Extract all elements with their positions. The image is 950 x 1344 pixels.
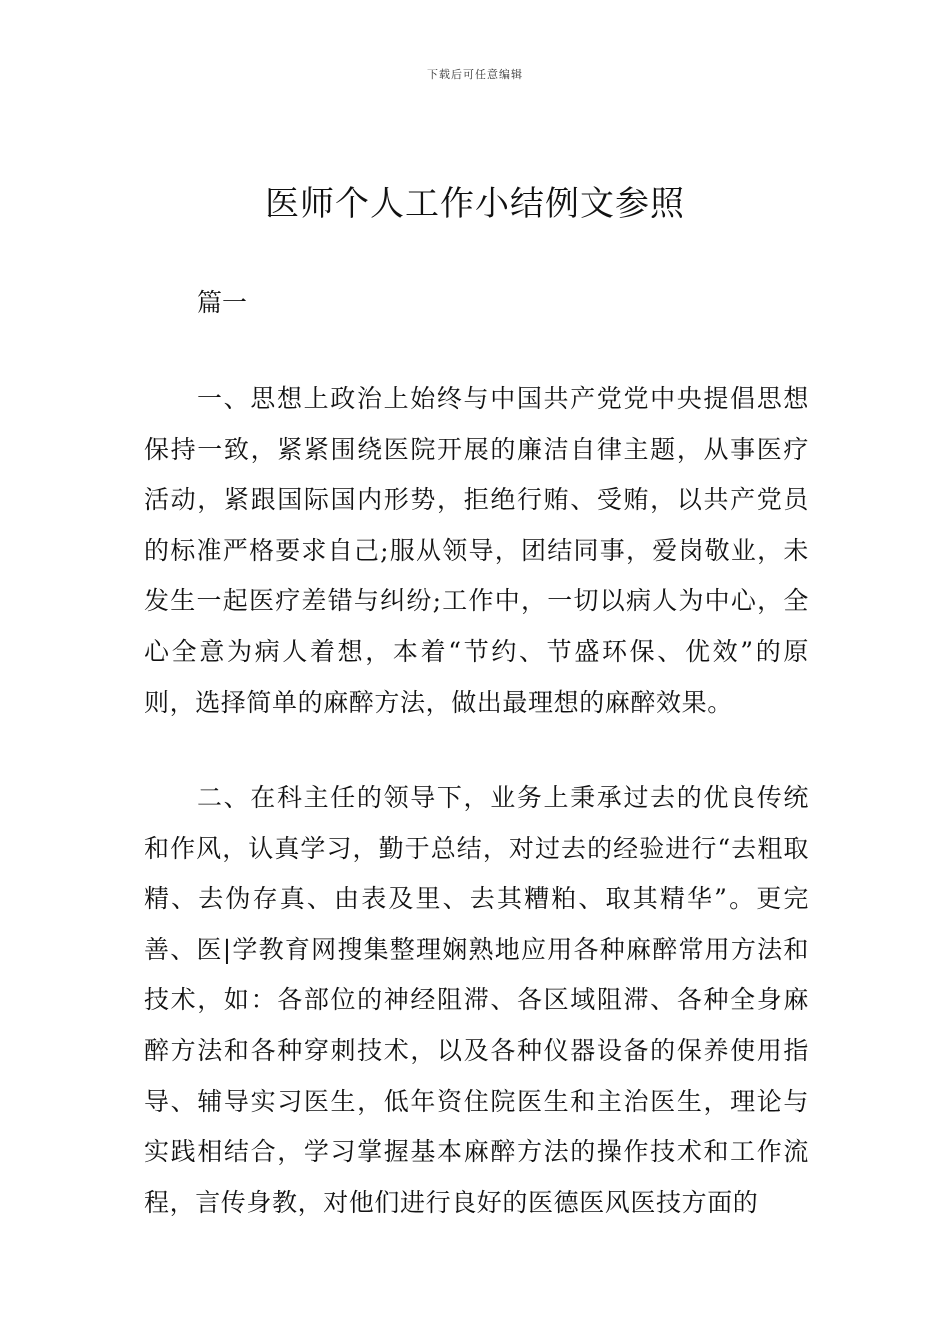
paragraph-2: 二、在科主任的领导下，业务上秉承过去的优良传统和作风，认真学习，勤于总结，对过去的经验进行“去粗取精、去伪存真、由表及里、去其糟粕、取其精华”。更完善、医|学教育网搜集整理娴熟地应用各种麻醉常用方法和技术，如：各部位的神经阻滞、各区域阻滞、各种全身麻醉方法和各种穿刺技术，以及各种仪器设备的保养使用指导、辅导实习医生，低年资住院医生和主治医生，理论与实践相结合，学习掌握基本麻醉方法的操作技术和工作流程，言传身教，对他们进行良好的医德医风医技方面的	[144, 783, 809, 1217]
paragraph-1: 一、思想上政治上始终与中国共产党党中央提倡思想保持一致，紧紧围绕医院开展的廉洁自律主题，从事医疗活动，紧跟国际国内形势，拒绝行贿、受贿，以共产党员的标准严格要求自己;服从领导，团结同事，爱岗敬业，未发生一起医疗差错与纠纷;工作中，一切以病人为中心，全心全意为病人着想，本着“节约、节盛环保、优效”的原则，选择简单的麻醉方法，做出最理想的麻醉效果。	[144, 384, 809, 717]
document-title: 医师个人工作小结例文参照	[265, 184, 685, 224]
section-label: 篇一	[197, 288, 248, 317]
header-note: 下载后可任意编辑	[427, 68, 523, 81]
